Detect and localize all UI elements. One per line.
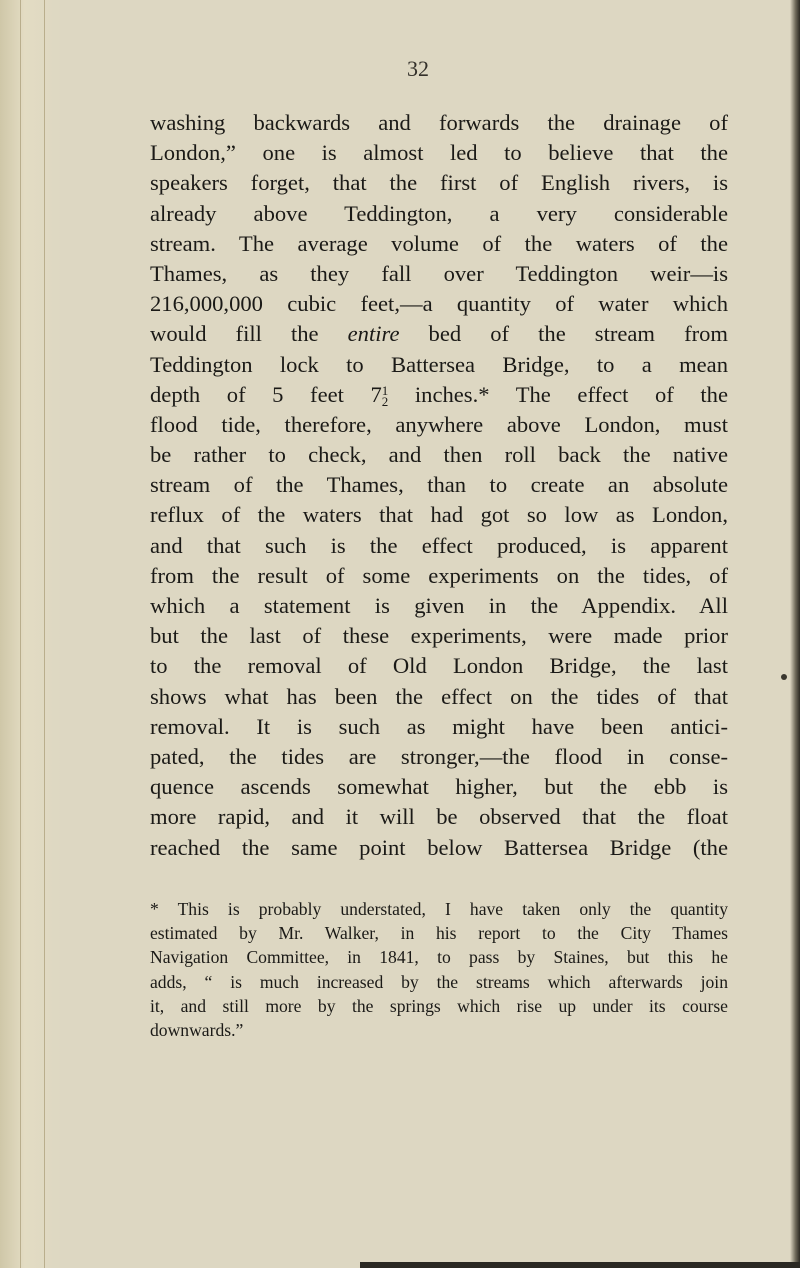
body-line: stream. The average volume of the waters of the [150, 230, 728, 256]
body-line: from the result of some experiments on the tides, of [150, 562, 728, 588]
body-line: reflux of the waters that had got so low as London, [150, 502, 728, 528]
page-number: 32 [407, 56, 429, 81]
body-line: speakers forget, that the first of English rivers, is [150, 170, 728, 196]
body-line: be rather to check, and then roll back the native [150, 442, 728, 468]
page-edge [790, 0, 800, 1268]
body-line: and that such is the effect produced, is apparent [150, 532, 728, 558]
body-line: reached the same point below Battersea Bridge (the [150, 834, 728, 860]
emphasis-entire: entire [347, 321, 400, 347]
footnote-line: adds, “ is much increased by the streams which afterwards join [150, 971, 728, 992]
gutter-line [20, 0, 21, 1268]
gutter-line [44, 0, 45, 1268]
footnote [150, 897, 728, 1042]
body-line: London,” one is almost led to believe that the [150, 140, 728, 166]
body-line: shows what has been the effect on the tides of that [150, 683, 728, 709]
line-segment: depth of 5 feet 7 [150, 381, 382, 407]
body-line: but the last of these experiments, were made prior [150, 623, 728, 649]
body-line: 216,000,000 cubic feet,—a quantity of water which [150, 291, 728, 317]
line-segment: inches.* The effect of the [388, 381, 728, 407]
body-line: to the removal of Old London Bridge, the last [150, 653, 728, 679]
body-line: quence ascends somewhat higher, but the ebb is [150, 774, 728, 800]
body-line: which a statement is given in the Appendix. All [150, 593, 728, 618]
footnote-line: * This is probably understated, I have taken only the quantity [150, 899, 728, 919]
page-gutter [0, 0, 62, 1268]
footnote-line: downwards.” [150, 1019, 244, 1040]
body-line: Thames, as they fall over Teddington weir—is [150, 260, 728, 286]
body-line [150, 319, 728, 349]
fraction-denominator: 2 [381, 393, 389, 409]
page-bottom-edge [360, 1262, 800, 1268]
body-line: removal. It is such as might have been antici- [150, 713, 728, 739]
body-text [150, 108, 728, 863]
line-segment: bed of the stream from [399, 321, 728, 347]
body-line: Teddington lock to Battersea Bridge, to a mean [150, 351, 728, 377]
body-line: washing backwards and forwards the drainage of [150, 110, 728, 135]
line-segment: would fill the [150, 321, 348, 347]
fraction-numerator: 1 [381, 382, 389, 398]
body-line: pated, the tides are stronger,—the flood in conse- [150, 743, 728, 769]
footnote-line: estimated by Mr. Walker, in his report to the City Thames [150, 923, 728, 944]
body-line: flood tide, therefore, anywhere above London, must [150, 411, 728, 437]
footnote-line: it, and still more by the springs which rise up under its course [150, 995, 728, 1016]
footnote-line: Navigation Committee, in 1841, to pass by Staines, but this he [150, 947, 728, 968]
body-line: stream of the Thames, than to create an absolute [150, 472, 728, 498]
body-line [150, 380, 728, 410]
ink-spot [781, 674, 787, 680]
body-line: more rapid, and it will be observed that the float [150, 804, 728, 830]
body-line: already above Teddington, a very considerable [150, 200, 728, 226]
